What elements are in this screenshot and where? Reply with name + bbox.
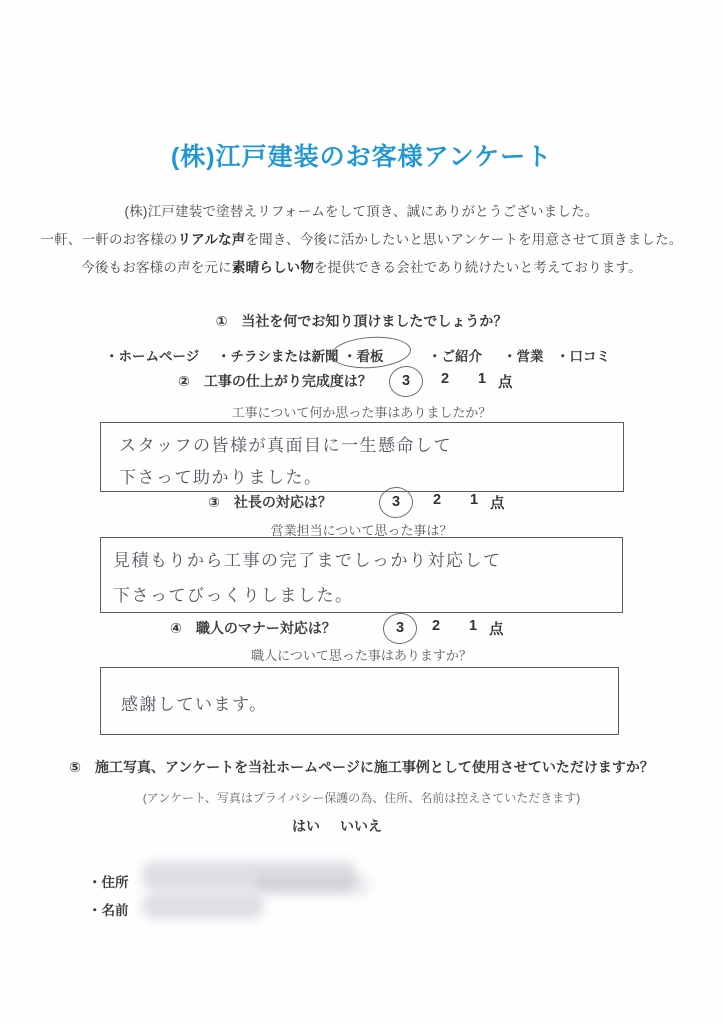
q4-followup-question: 職人について思った事はありますか？ xyxy=(251,648,472,663)
intro-line-2 xyxy=(0,228,723,248)
q3-answer-line-2: 下さってびっくりしました。 xyxy=(113,586,354,605)
question-4-number: ④ xyxy=(170,620,182,636)
q4-answer-line-1: 感謝しています。 xyxy=(121,695,268,714)
q2-answer-line-1: スタッフの皆様が真面目に一生懸命して xyxy=(119,436,452,455)
q3-answer-line-1: 見積もりから工事の完了までしっかり対応して xyxy=(113,551,502,570)
question-1-heading xyxy=(0,311,723,331)
q3-score-2: 2 xyxy=(433,492,442,508)
question-4-text: 職人のマナー対応は？ xyxy=(195,620,336,636)
q4-score-3-circled xyxy=(381,611,418,645)
q2-followup-question: 工事について何か思った事はありましたか？ xyxy=(231,405,492,420)
name-redacted-handwriting xyxy=(142,893,264,919)
q1-option-homepage: ・ホームページ xyxy=(105,349,200,364)
q2-score-3-circled xyxy=(387,364,424,398)
q5-choice-yes: はい xyxy=(292,818,320,834)
question-2-number: ② xyxy=(178,373,190,389)
question-5-number: ⑤ xyxy=(69,759,81,775)
q5-privacy-note: (アンケート、写真はプライバシー保護の為、住所、名前は控えさていただきます) xyxy=(142,791,581,805)
intro-line-2-post: を聞き、今後に活かしたいと思いアンケートを用意させて頂きました。 xyxy=(245,232,683,247)
question-3-heading xyxy=(208,492,332,512)
intro-line-1: (株)江戸建装で塗替えリフォームをして頂き、誠にありがとうございました。 xyxy=(124,204,599,219)
q2-answer-box xyxy=(100,422,624,492)
name-label: ・名前 xyxy=(88,903,129,918)
question-5-heading xyxy=(0,757,723,777)
q2-answer-line-2: 下さって助かりました。 xyxy=(119,468,323,487)
q4-score-1: 1 xyxy=(469,618,478,634)
q1-option-wordofmouth: ・口コミ xyxy=(556,349,610,364)
question-4-heading xyxy=(170,618,336,638)
q3-answer-box xyxy=(100,537,623,613)
q3-followup-question: 営業担当について思った事は？ xyxy=(270,523,453,538)
question-3-number: ③ xyxy=(208,494,220,510)
q2-score-1: 1 xyxy=(478,371,487,387)
q2-score-unit: 点 xyxy=(498,375,513,391)
question-1-text: 当社を何でお知り頂けましたでしょうか？ xyxy=(241,313,508,329)
q4-score-3: 3 xyxy=(395,620,405,637)
q4-score-unit: 点 xyxy=(489,622,504,638)
q3-score-3: 3 xyxy=(391,494,401,511)
question-2-text: 工事の仕上がり完成度は？ xyxy=(203,373,372,389)
question-5-text: 施工写真、アンケートを当社ホームページに施工事例として使用させていただけますか？ xyxy=(94,759,654,775)
hand-circle-signboard-icon xyxy=(330,334,412,371)
intro-line-3 xyxy=(0,256,723,276)
intro-line-3-pre: 今後もお客様の声を元に xyxy=(81,260,232,275)
q4-answer-box xyxy=(100,667,619,735)
intro-line-3-post: を提供できる会社であり続けたいと考えております。 xyxy=(314,260,642,275)
q4-score-2: 2 xyxy=(432,618,441,634)
intro-line-2-pre: 一軒、一軒のお客様の xyxy=(40,232,178,247)
q1-option-signboard: ・看板 xyxy=(343,349,384,364)
q3-score-unit: 点 xyxy=(490,496,505,512)
q2-score-2: 2 xyxy=(441,371,450,387)
address-redacted-handwriting-2 xyxy=(255,876,370,896)
page-title: (株)江戸建装のお客様アンケート xyxy=(170,143,553,171)
question-1-number: ① xyxy=(215,313,228,329)
question-3-text: 社長の対応は？ xyxy=(233,494,332,510)
question-2-heading xyxy=(178,371,372,391)
intro-line-2-bold: リアルな声 xyxy=(177,232,246,247)
q2-score-3: 3 xyxy=(401,373,411,390)
intro-line-3-bold: 素晴らしい物 xyxy=(231,260,315,275)
q1-option-flyer: ・チラシまたは新聞 xyxy=(217,349,339,364)
q1-option-sales: ・営業 xyxy=(503,349,544,364)
q5-choice-no: いいえ xyxy=(340,818,382,834)
q3-score-1: 1 xyxy=(470,492,479,508)
address-label: ・住所 xyxy=(88,875,129,890)
q1-option-referral: ・ご紹介 xyxy=(428,349,482,364)
